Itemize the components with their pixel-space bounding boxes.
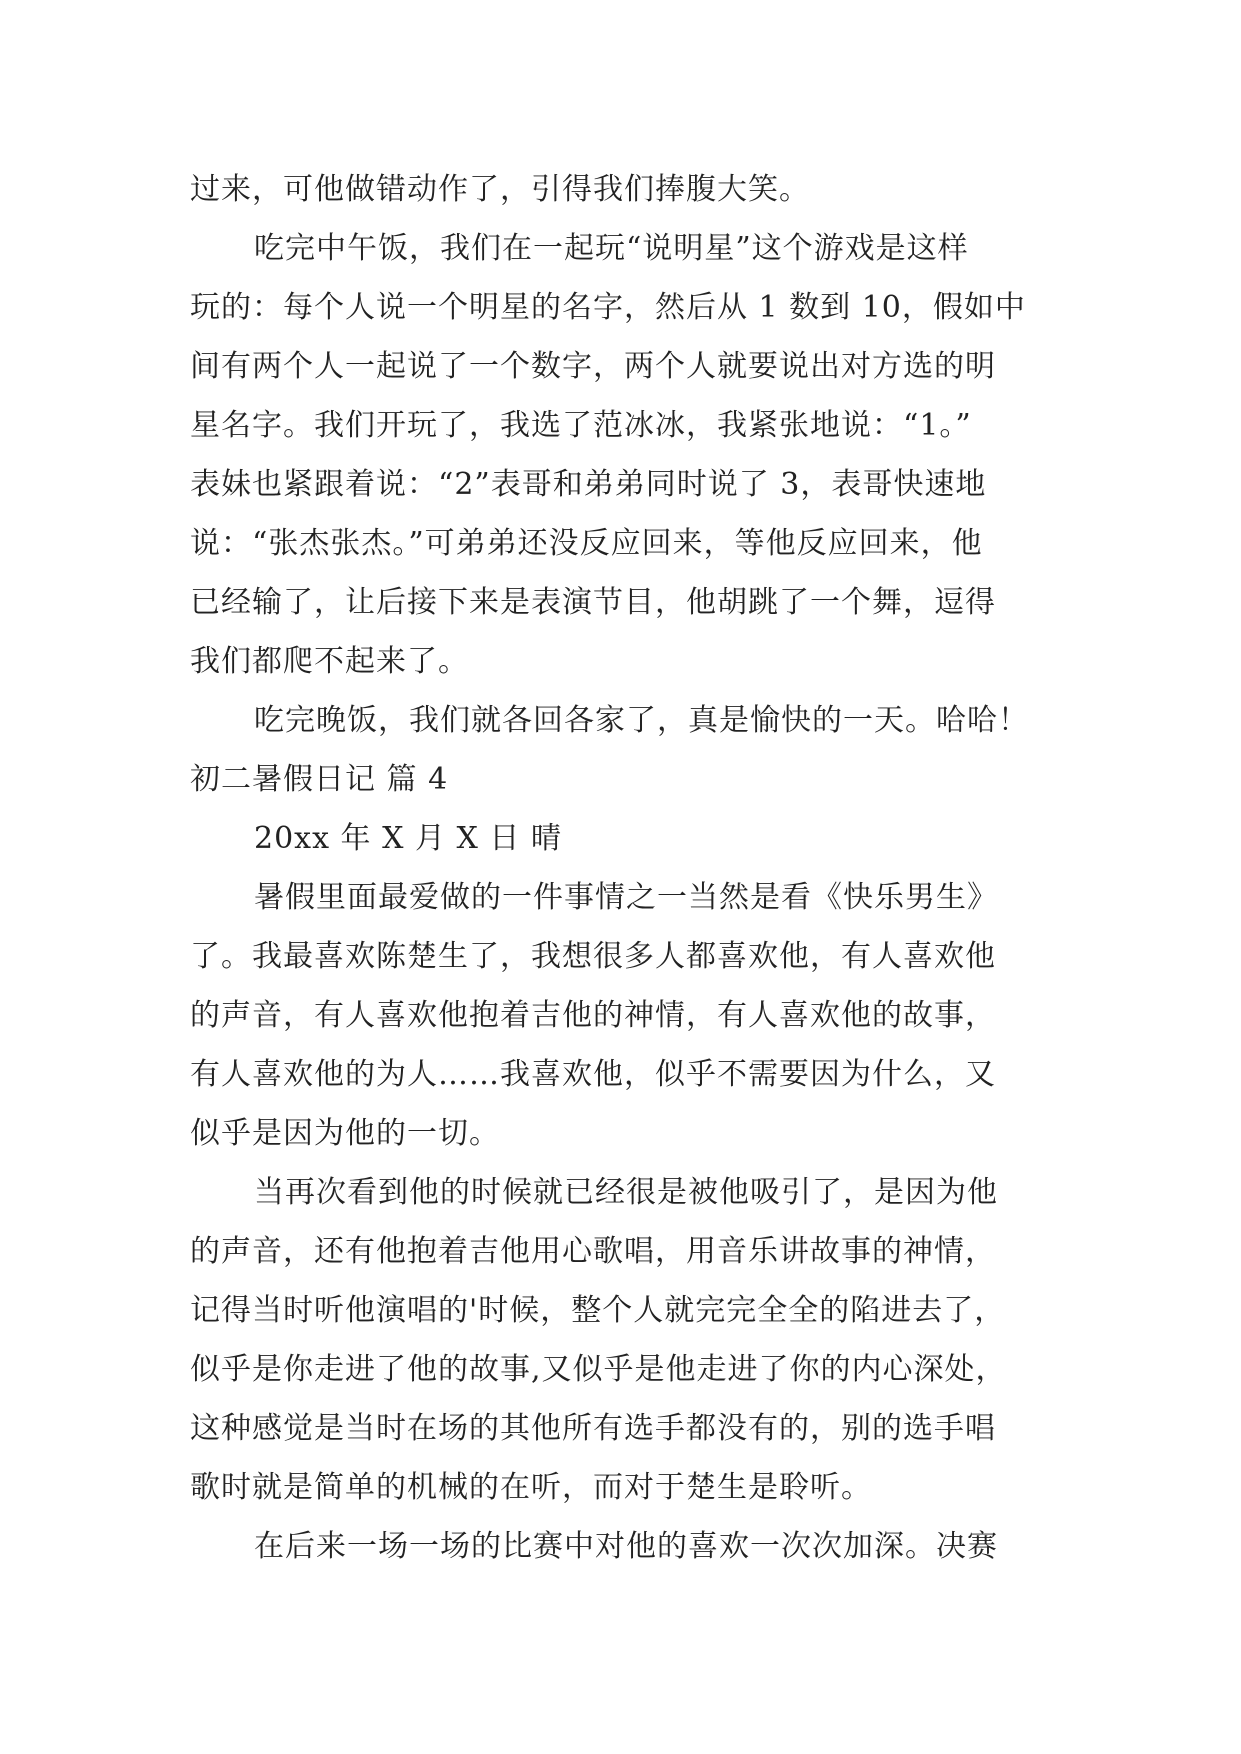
text-line: 表妹也紧跟着说：“2”表哥和弟弟同时说了 3，表哥快速地 bbox=[190, 467, 987, 502]
section-heading: 初二暑假日记 篇 4 bbox=[190, 762, 449, 797]
paragraph-start-line: 吃完晚饭，我们就各回各家了，真是愉快的一天。哈哈！ bbox=[254, 703, 1029, 738]
text-line: 过来，可他做错动作了，引得我们捧腹大笑。 bbox=[190, 172, 810, 207]
text-line: 记得当时听他演唱的'时候，整个人就完完全全的陷进去了， bbox=[190, 1293, 1006, 1328]
text-line: 的声音，还有他抱着吉他用心歌唱，用音乐讲故事的神情， bbox=[190, 1234, 996, 1269]
paragraph-start-line: 暑假里面最爱做的一件事情之一当然是看《快乐男生》 bbox=[254, 880, 998, 915]
text-line: 间有两个人一起说了一个数字，两个人就要说出对方选的明 bbox=[190, 349, 996, 384]
text-line: 这种感觉是当时在场的其他所有选手都没有的，别的选手唱 bbox=[190, 1411, 996, 1446]
paragraph-start-line: 吃完中午饭，我们在一起玩“说明星”这个游戏是这样 bbox=[254, 231, 969, 266]
text-line: 了。我最喜欢陈楚生了，我想很多人都喜欢他，有人喜欢他 bbox=[190, 939, 996, 974]
text-line: 已经输了，让后接下来是表演节目，他胡跳了一个舞，逗得 bbox=[190, 585, 996, 620]
document-page bbox=[190, 160, 1060, 1576]
text-line: 的声音，有人喜欢他抱着吉他的神情，有人喜欢他的故事， bbox=[190, 998, 996, 1033]
text-line: 说：“张杰张杰。”可弟弟还没反应回来，等他反应回来，他 bbox=[190, 526, 983, 561]
text-line: 歌时就是简单的机械的在听，而对于楚生是聆听。 bbox=[190, 1470, 872, 1505]
text-line: 似乎是因为他的一切。 bbox=[190, 1116, 500, 1151]
text-line: 我们都爬不起来了。 bbox=[190, 644, 469, 679]
text-line: 星名字。我们开玩了，我选了范冰冰，我紧张地说：“1。” bbox=[190, 408, 972, 443]
diary-date-line: 20xx 年 X 月 X 日 晴 bbox=[254, 821, 562, 856]
paragraph-start-line: 当再次看到他的时候就已经很是被他吸引了，是因为他 bbox=[254, 1175, 998, 1210]
text-line: 似乎是你走进了他的故事,又似乎是他走进了你的内心深处， bbox=[190, 1352, 1007, 1387]
text-line: 有人喜欢他的为人……我喜欢他，似乎不需要因为什么，又 bbox=[190, 1057, 996, 1092]
paragraph-start-line: 在后来一场一场的比赛中对他的喜欢一次次加深。决赛 bbox=[254, 1529, 998, 1564]
text-line: 玩的：每个人说一个明星的名字，然后从 1 数到 10，假如中 bbox=[190, 290, 1026, 325]
